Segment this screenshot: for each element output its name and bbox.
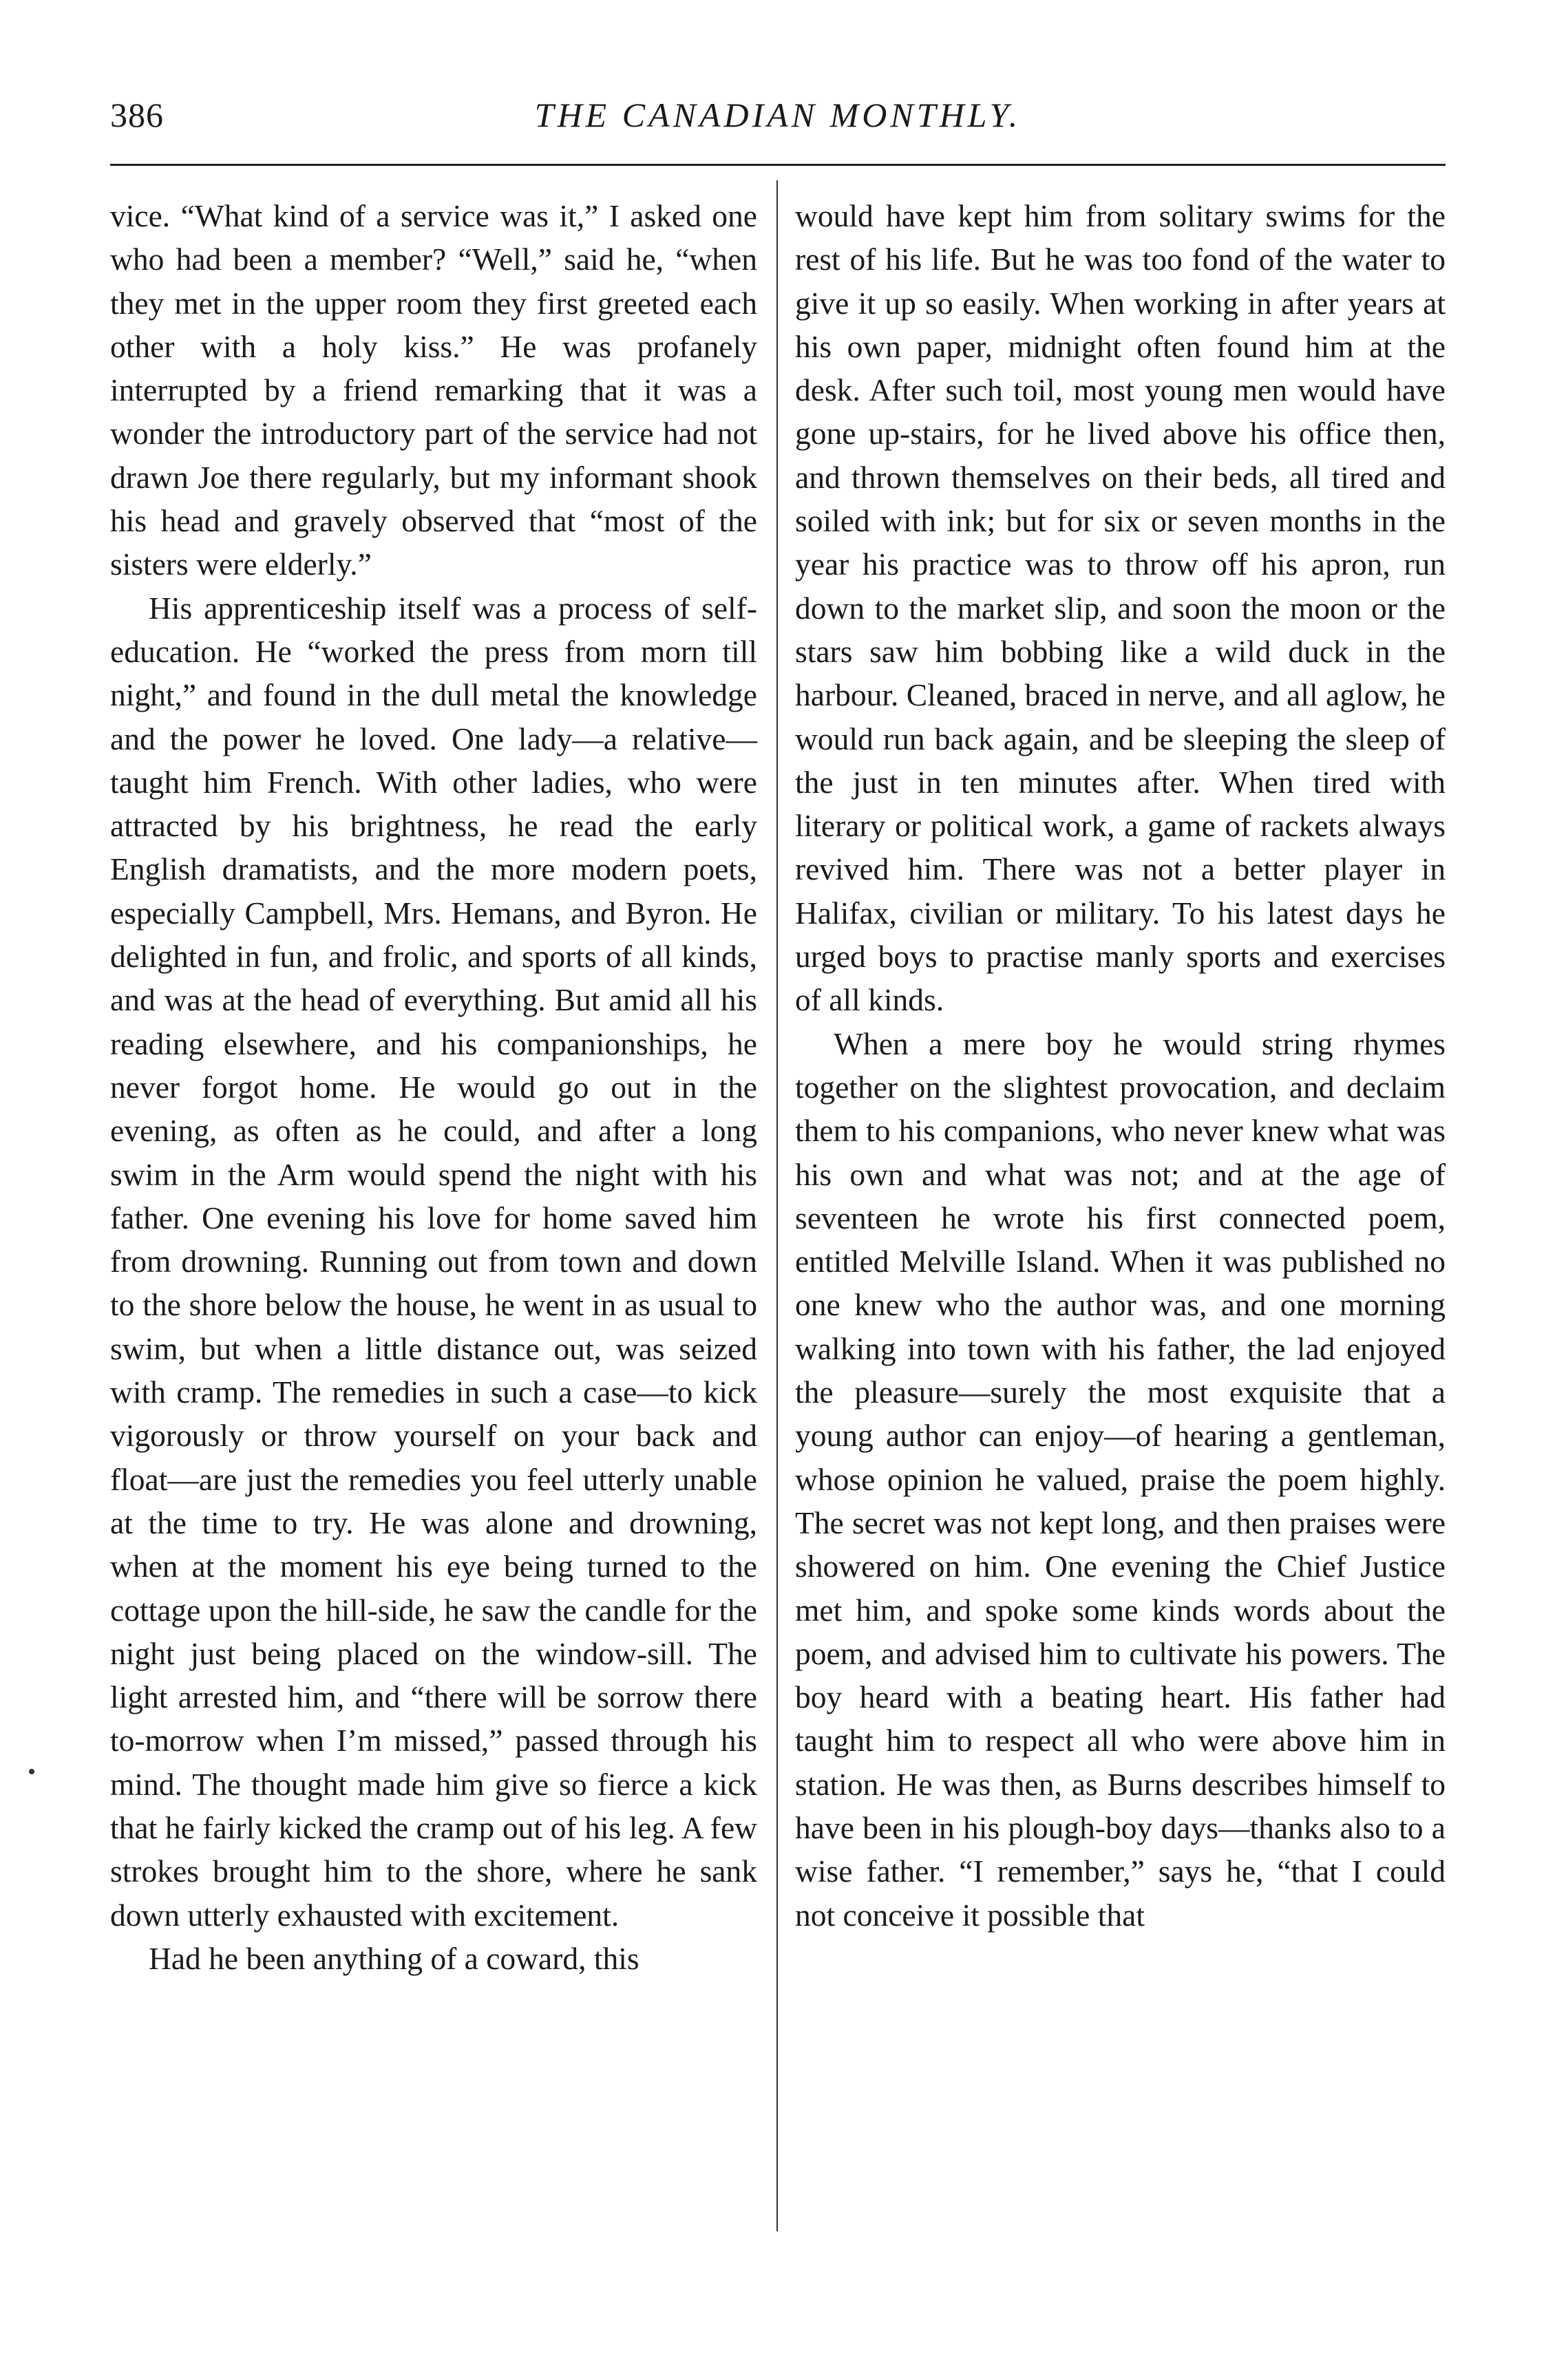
- running-title: THE CANADIAN MONTHLY.: [534, 96, 1022, 134]
- column-divider: [776, 180, 778, 2231]
- paragraph: would have kept him from solitary swims for the rest of his life. But he was too fond of the water to give it up so easily. When working in after years at his own paper, midnight often found him at the desk. After such toil, most young men would have gone up-stairs, for he lived above his office then, and thrown themselves on their beds, all tired and soiled with ink; but for six or seven months in the year his practice was to throw off his apron, run down to the market slip, and soon the moon or the stars saw him bobbing like a wild duck in the harbour. Cleaned, braced in nerve, and all aglow, he would run back again, and be sleeping the sleep of the just in ten minutes after. When tired with literary or political work, a game of rackets always revived him. There was not a better player in Halifax, civilian or military. To his latest days he urged boys to practise manly sports and exercises of all kinds.: [795, 198, 1446, 1018]
- paragraph: vice. “What kind of a service was it,” I asked one who had been a member? “Well,” said he, “when they met in the upper room they first greeted each other with a holy kiss.” He was profanely interrupted by a friend remarking that it was a wonder the introductory part of the service had not drawn Joe there regularly, but my informant shook his head and gravely observed that “most of the sisters were elderly.”: [110, 198, 757, 582]
- page-number: 386: [110, 96, 164, 134]
- left-column: [110, 194, 757, 1980]
- paragraph: His apprenticeship itself was a process of self-education. He “worked the press from morn till night,” and found in the dull metal the knowledge and the power he loved. One lady—a relative—taught him French. With other ladies, who were attracted by his brightness, he read the early English dramatists, and the more modern poets, especially Campbell, Mrs. Hemans, and Byron. He delighted in fun, and frolic, and sports of all kinds, and was at the head of everything. But amid all his reading elsewhere, and his companionships, he never forgot home. He would go out in the evening, as often as he could, and after a long swim in the Arm would spend the night with his father. One evening his love for home saved him from drowning. Running out from town and down to the shore below the house, he went in as usual to swim, but when a little distance out, was seized with cramp. The remedies in such a case—to kick vigorously or throw yourself on your back and float—are just the remedies you feel utterly unable at the time to try. He was alone and drowning, when at the moment his eye being turned to the cottage upon the hill-side, he saw the candle for the night just being placed on the window-sill. The light arrested him, and “there will be sorrow there to-morrow when I’m missed,” passed through his mind. The thought made him give so fierce a kick that he fairly kicked the cramp out of his leg. A few strokes brought him to the shore, where he sank down utterly exhausted with excitement.: [110, 590, 757, 1933]
- right-column: [795, 194, 1446, 1937]
- page-header: [110, 89, 1446, 151]
- paragraph: Had he been anything of a coward, this: [149, 1940, 639, 1976]
- header-rule: [110, 164, 1446, 166]
- margin-mark: [29, 1769, 34, 1774]
- paragraph: When a mere boy he would string rhymes together on the slightest provocation, and declaim them to his companions, who never knew what was his own and what was not; and at the age of seventeen he wrote his first connected poem, entitled Melville Island. When it was published no one knew who the author was, and one morning walking into town with his father, the lad enjoyed the pleasure—surely the most exquisite that a young author can enjoy—of hearing a gentleman, whose opinion he valued, praise the poem highly. The secret was not kept long, and then praises were showered on him. One evening the Chief Justice met him, and spoke some kinds words about the poem, and advised him to cultivate his powers. The boy heard with a beating heart. His father had taught him to respect all who were above him in station. He was then, as Burns describes himself to have been in his plough-boy days—thanks also to a wise father. “I remember,” says he, “that I could not conceive it possible that: [795, 1026, 1446, 1933]
